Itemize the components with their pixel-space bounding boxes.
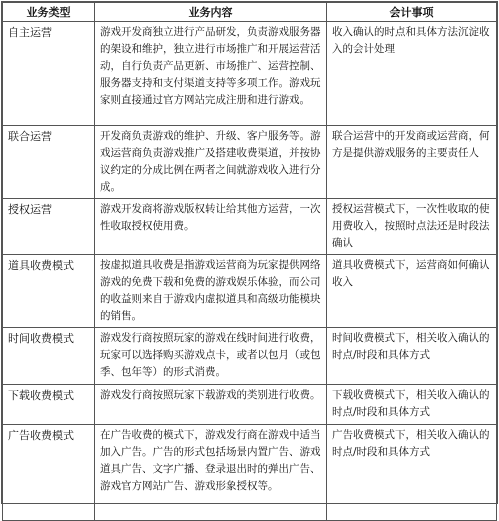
accounting-matter-cell: 道具收费模式下，运营商如何确认收入 [327,255,497,328]
business-type-cell: 授权运营 [3,199,95,255]
table-row [3,199,497,255]
table-row [3,385,497,425]
business-type-cell: 下载收费模式 [3,385,95,425]
accounting-matter-cell: 广告收费模式下，相关收入确认的时点/时段和具体方式 [327,425,497,521]
business-content-cell: 游戏发行商按照玩家下载游戏的类别进行收费。 [95,385,327,425]
business-content-cell: 开发商负责游戏的维护、升级、客户服务等。游戏运营商负责游戏推广及搭建收费渠道，并按协议约定的分成比例在两者之间就游戏收入进行分成。 [95,126,327,199]
accounting-matter-cell: 联合运营中的开发商或运营商，何方是提供游戏服务的主要责任人 [327,126,497,199]
business-type-cell: 联合运营 [3,126,95,199]
accounting-matter-cell: 收入确认的时点和具体方法沉淀收入的会计处理 [327,22,497,126]
business-type-cell: 广告收费模式 [3,425,95,521]
table-row [3,425,497,521]
business-content-cell: 游戏发行商按照玩家的游戏在线时间进行收费，玩家可以选择购买游戏点卡，或者以包月（或包季、包年等）的形式消费。 [95,328,327,385]
business-content-cell: 按虚拟道具收费是指游戏运营商为玩家提供网络游戏的免费下载和免费的游戏娱乐体验，而公司的收益则来自于游戏内虚拟道具和高级功能模块的销售。 [95,255,327,328]
table-row [3,328,497,385]
business-accounting-table [2,2,497,521]
header-business-type: 业务类型 [3,3,95,22]
table-row [3,255,497,328]
business-table-container [1,1,498,504]
business-content-cell: 游戏开发商将游戏版权转让给其他方运营，一次性收取授权使用费。 [95,199,327,255]
accounting-matter-cell: 下载收费模式下，相关收入确认的时点/时段和具体方式 [327,385,497,425]
accounting-matter-cell: 授权运营模式下，一次性收取的使用费收入，按照时点法还是时段法确认 [327,199,497,255]
table-row [3,126,497,199]
table-header-row [3,3,497,22]
header-accounting-matters: 会计事项 [327,3,497,22]
table-row [3,22,497,126]
accounting-matter-cell: 时间收费模式下，相关收入确认的时点/时段和具体方式 [327,328,497,385]
header-business-content: 业务内容 [95,3,327,22]
business-content-cell: 在广告收费的模式下，游戏发行商在游戏中适当加入广告。广告的形式包括场景内置广告、游戏道具广告、文字广播、登录退出时的弹出广告、游戏官方网站广告、游戏形象授权等。 [95,425,327,521]
business-content-cell: 游戏开发商独立进行产品研发，负责游戏服务器的架设和维护，独立进行市场推广和开展运营活动，自行负责产品更新、市场推广、运营控制、服务器支持和支付渠道支持等多项工作。游戏玩家则直接通过官方网站完成注册和进行游戏。 [95,22,327,126]
business-type-cell: 自主运营 [3,22,95,126]
business-type-cell: 时间收费模式 [3,328,95,385]
business-type-cell: 道具收费模式 [3,255,95,328]
